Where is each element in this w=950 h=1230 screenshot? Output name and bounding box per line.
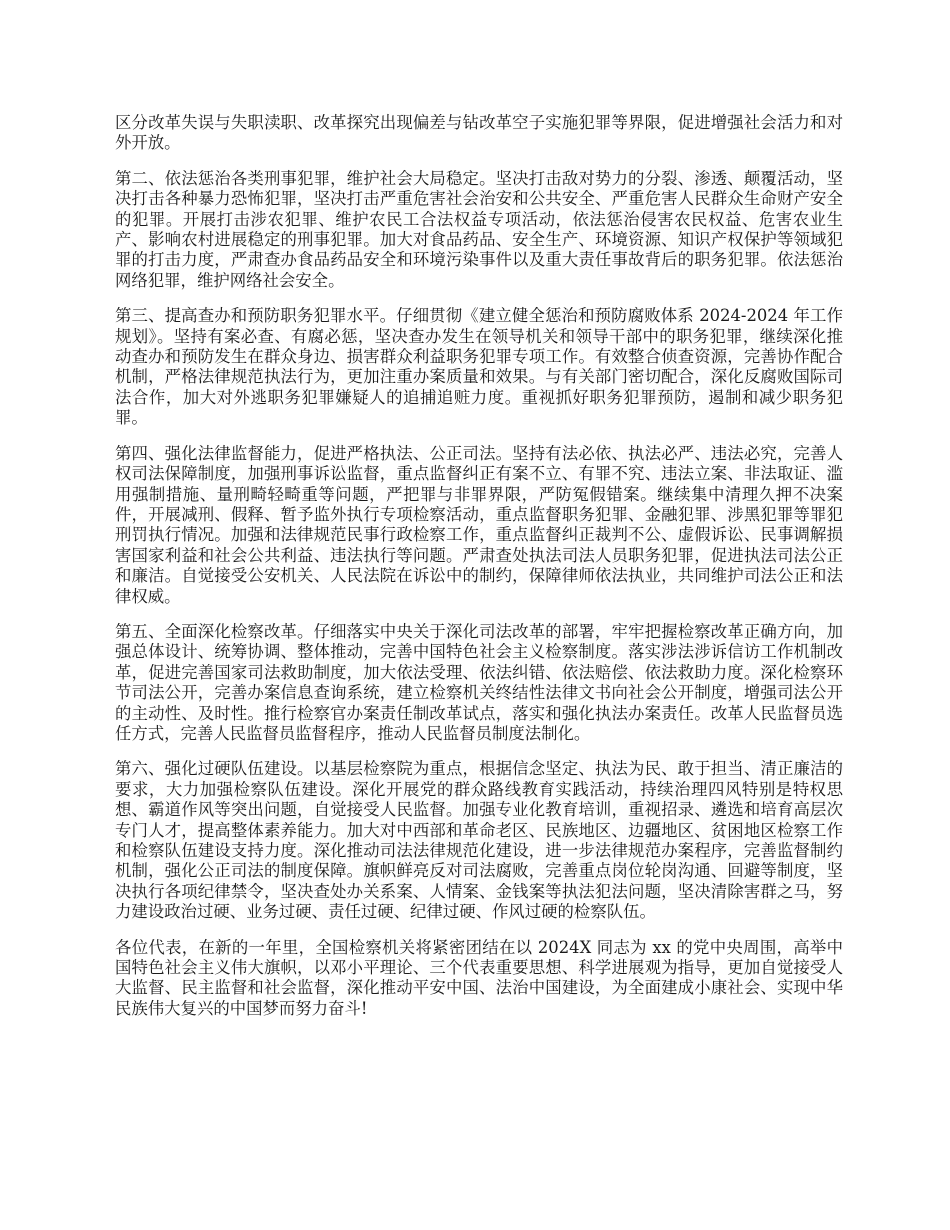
paragraph-continuation: 区分改革失误与失职渎职、改革探究出现偏差与钻改革空子实施犯罪等界限，促进增强社会活力和对外开放。 <box>115 113 843 153</box>
paragraph-criminal-crimes: 第二、依法惩治各类刑事犯罪，维护社会大局稳定。坚决打击敌对势力的分裂、渗透、颠覆活动，坚决打击各种暴力恐怖犯罪，坚决打击严重危害社会治安和公共安全、严重危害人民群众生命财产安全的犯罪。开展打击涉农犯罪、维护农民工合法权益专项活动，依法惩治侵害农民权益、危害农业生产、影响农村进展稳定的刑事犯罪。加大对食品药品、安全生产、环境资源、知识产权保护等领域犯罪的打击力度，严肃查办食品药品安全和环境污染事件以及重大责任事故背后的职务犯罪。依法惩治网络犯罪，维护网络社会安全。 <box>115 168 843 290</box>
paragraph-legal-supervision: 第四、强化法律监督能力，促进严格执法、公正司法。坚持有法必依、执法必严、违法必究，完善人权司法保障制度，加强刑事诉讼监督，重点监督纠正有案不立、有罪不究、违法立案、非法取证、滥用强制措施、量刑畸轻畸重等问题，严把罪与非罪界限，严防冤假错案。继续集中清理久押不决案件，开展减刑、假释、暂予监外执行专项检察活动，重点监督职务犯罪、金融犯罪、涉黑犯罪等罪犯刑罚执行情况。加强和法律规范民事行政检察工作，重点监督纠正裁判不公、虚假诉讼、民事调解损害国家利益和社会公共利益、违法执行等问题。严肃查处执法司法人员职务犯罪，促进执法司法公正和廉洁。自觉接受公安机关、人民法院在诉讼中的制约，保障律师依法执业，共同维护司法公正和法律权威。 <box>115 443 843 606</box>
document-body <box>115 113 843 1034</box>
paragraph-duty-crimes: 第三、提高查办和预防职务犯罪水平。仔细贯彻《建立健全惩治和预防腐败体系 2024-2024 年工作规划》。坚持有案必查、有腐必惩，坚决查办发生在领导机关和领导干部中的职务犯罪，继续深化推动查办和预防发生在群众身边、损害群众利益职务犯罪专项工作。有效整合侦查资源，完善协作配合机制，严格法律规范执法行为，更加注重办案质量和效果。与有关部门密切配合，深化反腐败国际司法合作，加大对外逃职务犯罪嫌疑人的追捕追赃力度。重视抓好职务犯罪预防，遏制和减少职务犯罪。 <box>115 306 843 428</box>
paragraph-procuratorial-reform: 第五、全面深化检察改革。仔细落实中央关于深化司法改革的部署，牢牢把握检察改革正确方向，加强总体设计、统筹协调、整体推动，完善中国特色社会主义检察制度。落实涉法涉诉信访工作机制改革，促进完善国家司法救助制度，加大依法受理、依法纠错、依法赔偿、依法救助力度。深化检察环节司法公开，完善办案信息查询系统，建立检察机关终结性法律文书向社会公开制度，增强司法公开的主动性、及时性。推行检察官办案责任制改革试点，落实和强化执法办案责任。改革人民监督员选任方式，完善人民监督员监督程序，推动人民监督员制度法制化。 <box>115 621 843 743</box>
paragraph-closing: 各位代表，在新的一年里，全国检察机关将紧密团结在以 2024X 同志为 xx 的党中央周围，高举中国特色社会主义伟大旗帜，以邓小平理论、三个代表重要思想、科学进展观为指导，更加自觉接受人大监督、民主监督和社会监督，深化推动平安中国、法治中国建设，为全面建成小康社会、实现中华民族伟大复兴的中国梦而努力奋斗! <box>115 937 843 1018</box>
paragraph-team-building: 第六、强化过硬队伍建设。以基层检察院为重点，根据信念坚定、执法为民、敢于担当、清正廉洁的要求，大力加强检察队伍建设。深化开展党的群众路线教育实践活动，持续治理四风特别是特权思想、霸道作风等突出问题，自觉接受人民监督。加强专业化教育培训，重视招录、遴选和培育高层次专门人才，提高整体素养能力。加大对中西部和革命老区、民族地区、边疆地区、贫困地区检察工作和检察队伍建设支持力度。深化推动司法法律规范化建设，进一步法律规范办案程序，完善监督制约机制，强化公正司法的制度保障。旗帜鲜亮反对司法腐败，完善重点岗位轮岗沟通、回避等制度，坚决执行各项纪律禁令，坚决查处办关系案、人情案、金钱案等执法犯法问题，坚决清除害群之马，努力建设政治过硬、业务过硬、责任过硬、纪律过硬、作风过硬的检察队伍。 <box>115 759 843 922</box>
